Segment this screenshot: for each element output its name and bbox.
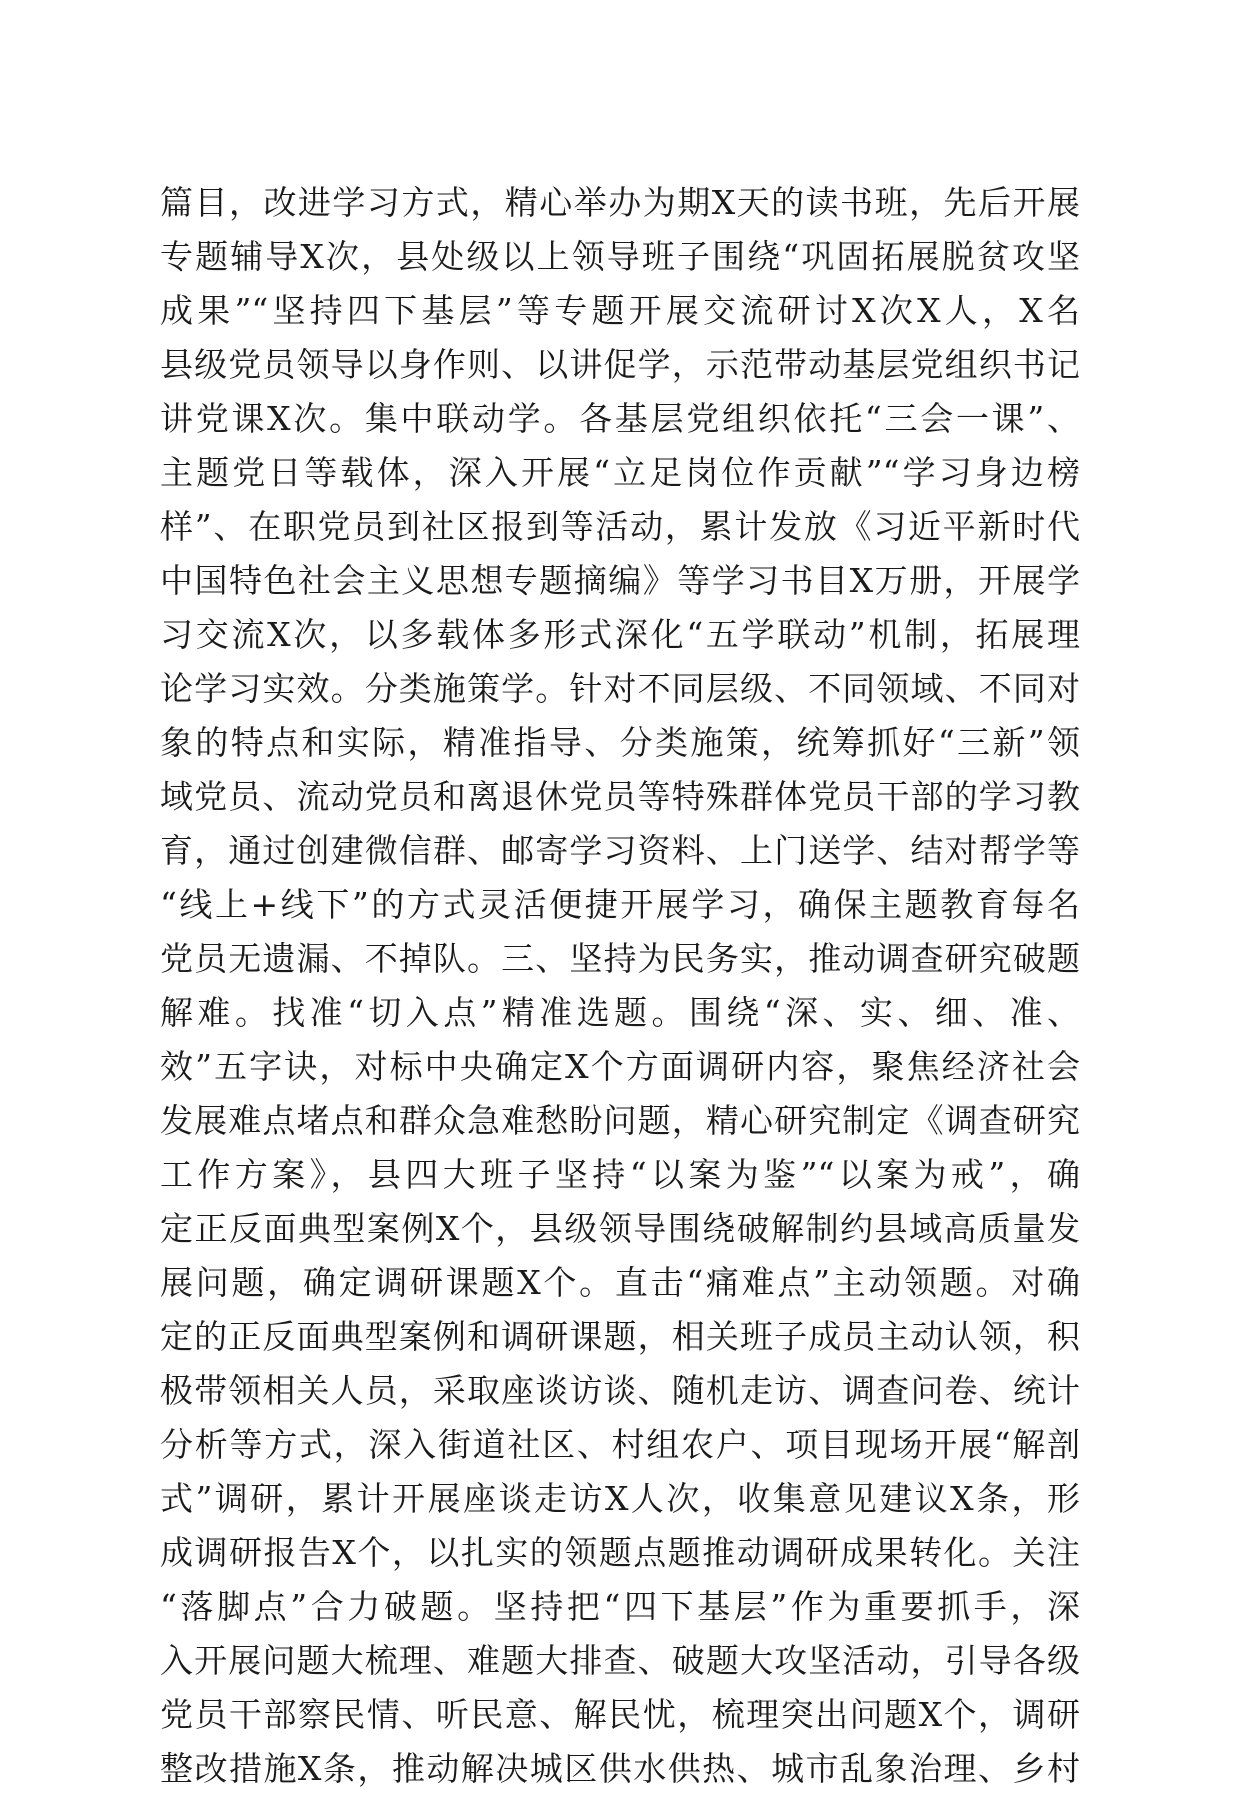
- text-line: 解难。找准“切入点”精准选题。围绕“深、实、细、准、: [160, 993, 1080, 1032]
- text-line: 发展难点堵点和群众急难愁盼问题，精心研究制定《调查研究: [160, 1101, 1080, 1140]
- text-line: 中国特色社会主义思想专题摘编》等学习书目X万册，开展学: [160, 561, 1080, 600]
- text-line: 县级党员领导以身作则、以讲促学，示范带动基层党组织书记: [160, 345, 1080, 384]
- text-line: 整改措施X条，推动解决城区供水供热、城市乱象治理、乡村: [160, 1749, 1080, 1788]
- text-line: “落脚点”合力破题。坚持把“四下基层”作为重要抓手，深: [160, 1587, 1080, 1626]
- text-line: 育，通过创建微信群、邮寄学习资料、上门送学、结对帮学等: [160, 831, 1080, 870]
- body-text: [160, 176, 1080, 1796]
- text-line: 分析等方式，深入街道社区、村组农户、项目现场开展“解剖: [160, 1425, 1080, 1464]
- text-line: 成果”“坚持四下基层”等专题开展交流研讨X次X人，X名: [160, 291, 1080, 330]
- text-line: 展问题，确定调研课题X个。直击“痛难点”主动领题。对确: [160, 1263, 1080, 1302]
- text-line: 效”五字诀，对标中央确定X个方面调研内容，聚焦经济社会: [160, 1047, 1080, 1086]
- text-line: 域党员、流动党员和离退休党员等特殊群体党员干部的学习教: [160, 777, 1080, 816]
- text-line: 讲党课X次。集中联动学。各基层党组织依托“三会一课”、: [160, 399, 1080, 438]
- text-line: 习交流X次，以多载体多形式深化“五学联动”机制，拓展理: [160, 615, 1080, 654]
- text-line: 定的正反面典型案例和调研课题，相关班子成员主动认领，积: [160, 1317, 1080, 1356]
- text-line: “线上+线下”的方式灵活便捷开展学习，确保主题教育每名: [160, 885, 1080, 924]
- text-line: 党员无遗漏、不掉队。三、坚持为民务实，推动调查研究破题: [160, 939, 1080, 978]
- text-line: 篇目，改进学习方式，精心举办为期X天的读书班，先后开展: [160, 183, 1080, 222]
- text-line: 入开展问题大梳理、难题大排查、破题大攻坚活动，引导各级: [160, 1641, 1080, 1680]
- text-line: 样”、在职党员到社区报到等活动，累计发放《习近平新时代: [160, 507, 1080, 546]
- text-line: 定正反面典型案例X个，县级领导围绕破解制约县域高质量发: [160, 1209, 1080, 1248]
- text-line: 党员干部察民情、听民意、解民忧，梳理突出问题X个，调研: [160, 1695, 1080, 1734]
- text-line: 成调研报告X个，以扎实的领题点题推动调研成果转化。关注: [160, 1533, 1080, 1572]
- text-line: 极带领相关人员，采取座谈访谈、随机走访、调查问卷、统计: [160, 1371, 1080, 1410]
- text-line: 象的特点和实际，精准指导、分类施策，统筹抓好“三新”领: [160, 723, 1080, 762]
- text-line: 工作方案》，县四大班子坚持“以案为鉴”“以案为戒”，确: [160, 1155, 1080, 1194]
- text-line: 论学习实效。分类施策学。针对不同层级、不同领域、不同对: [160, 669, 1080, 708]
- text-line: 专题辅导X次，县处级以上领导班子围绕“巩固拓展脱贫攻坚: [160, 237, 1080, 276]
- text-line: 主题党日等载体，深入开展“立足岗位作贡献”“学习身边榜: [160, 453, 1080, 492]
- text-line: 式”调研，累计开展座谈走访X人次，收集意见建议X条，形: [160, 1479, 1080, 1518]
